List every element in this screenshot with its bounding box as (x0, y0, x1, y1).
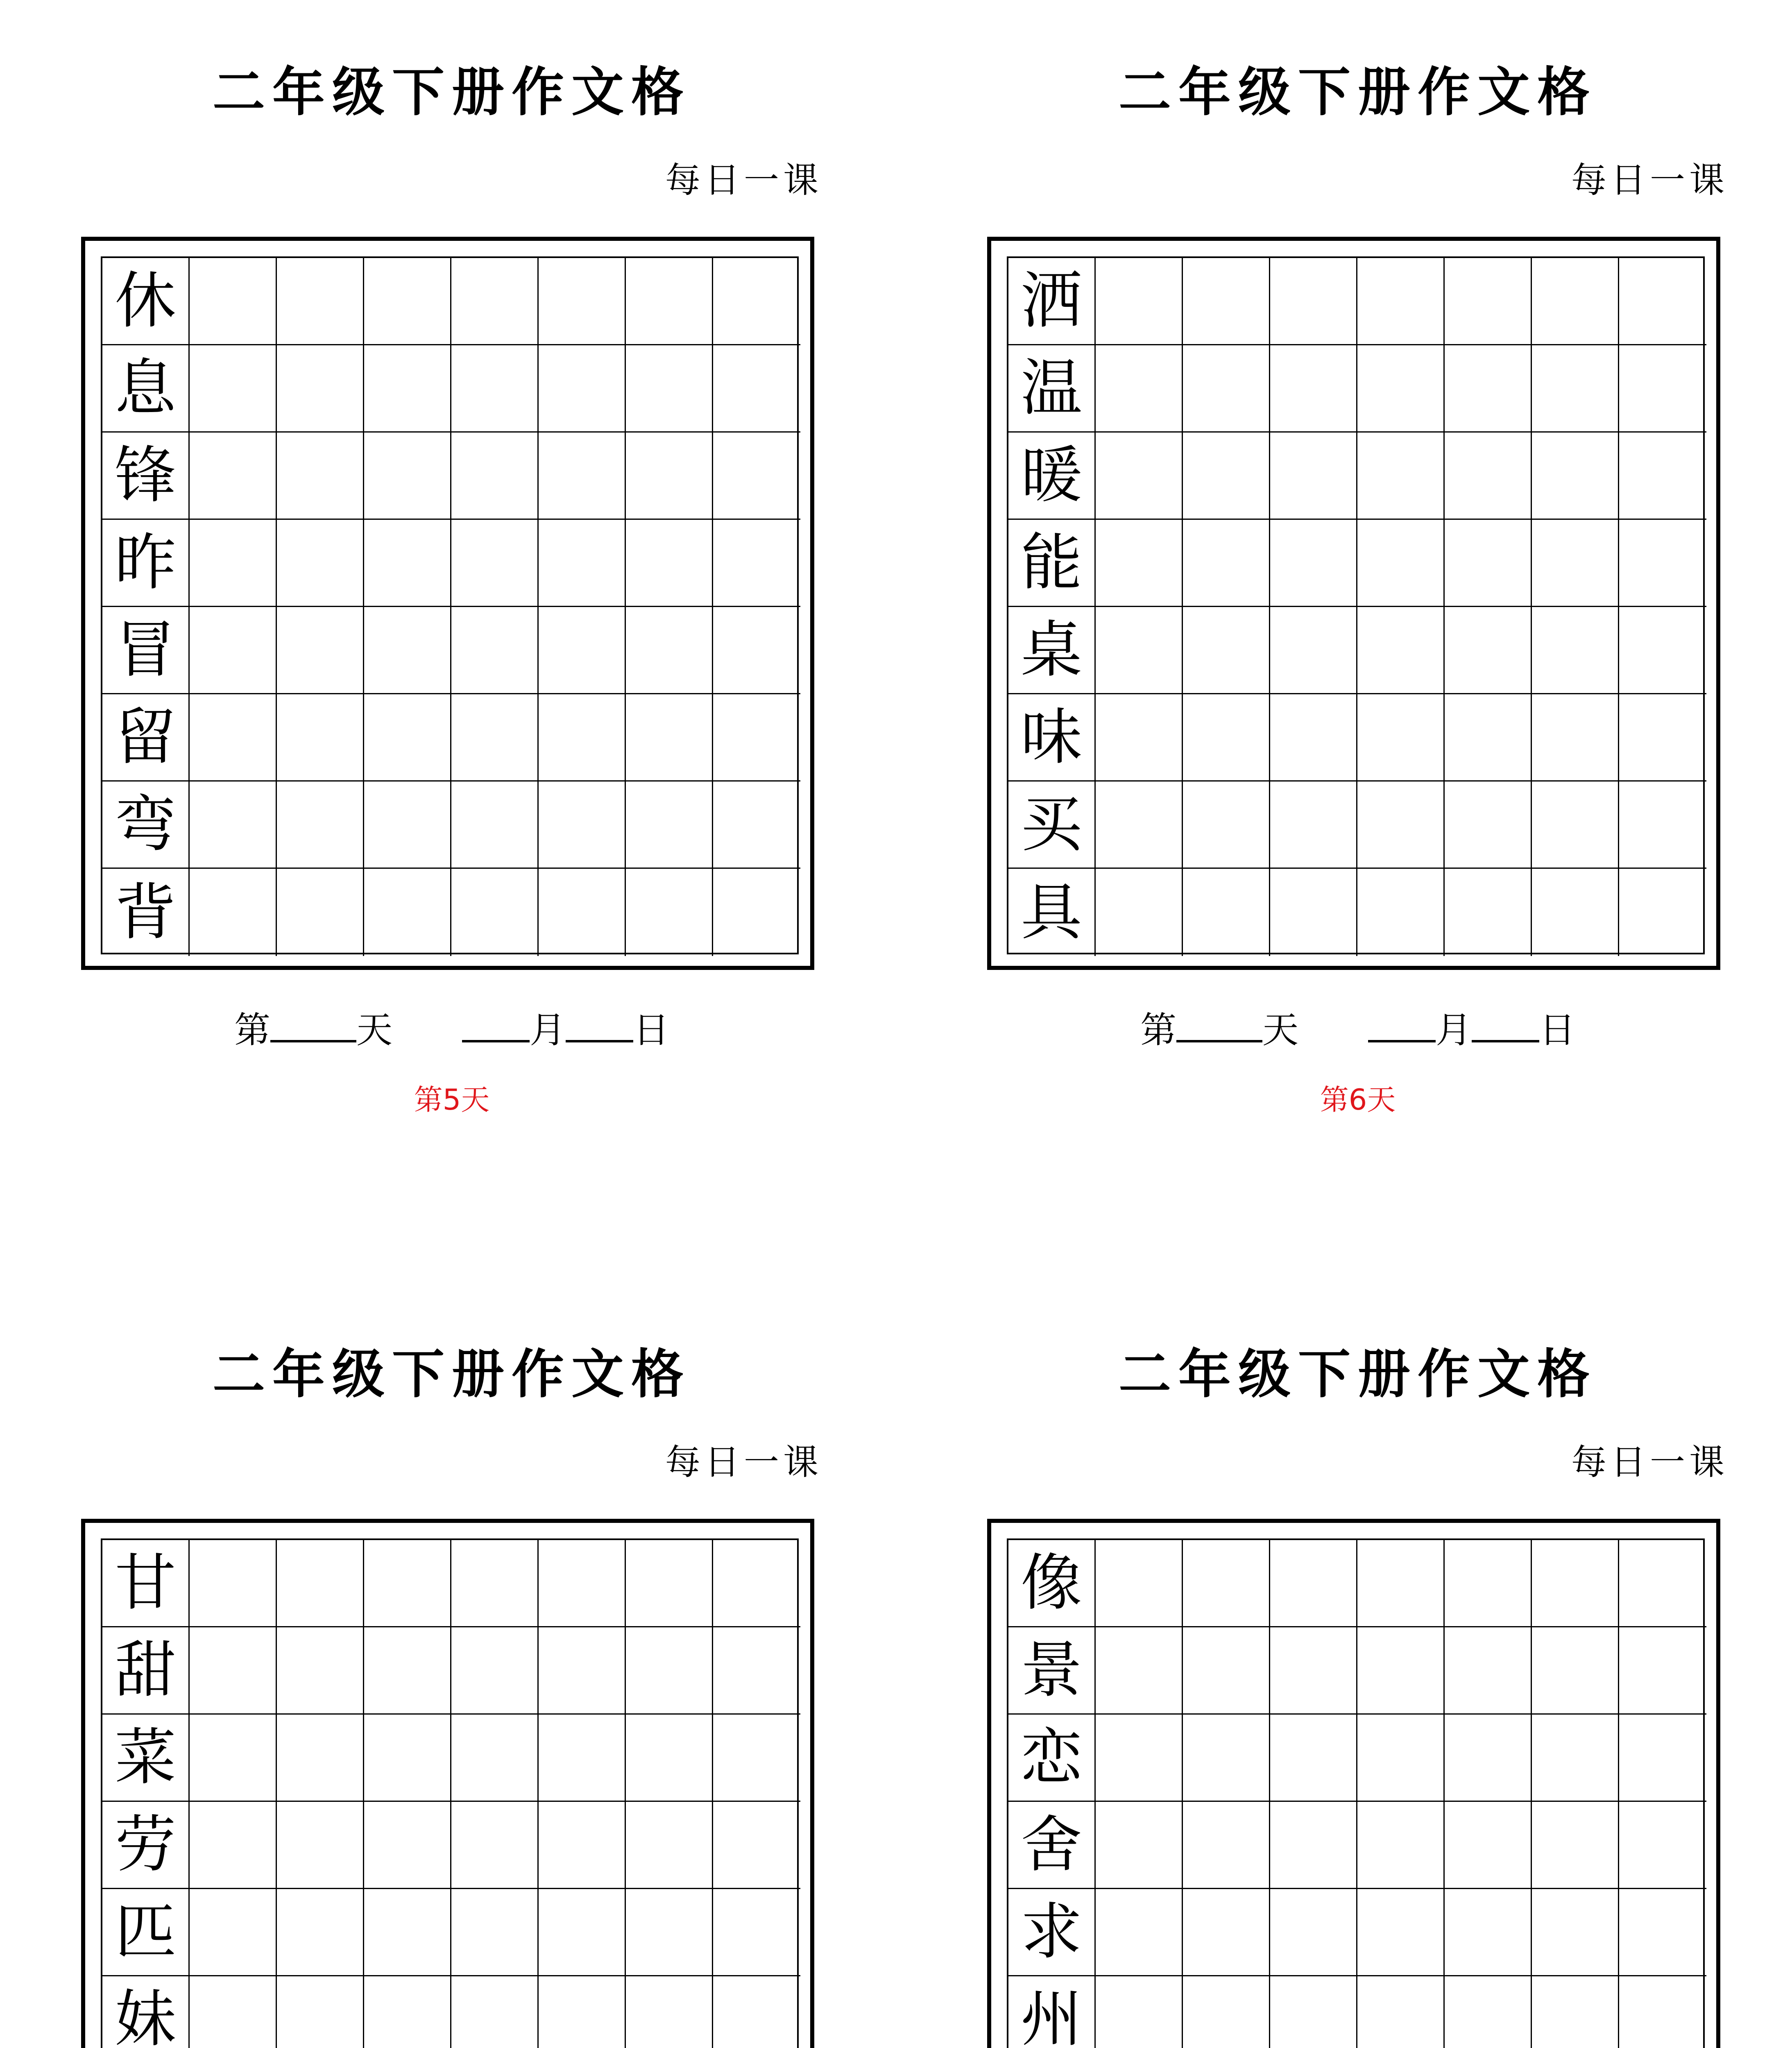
grid-cell-character: 背 (102, 869, 190, 956)
grid-cell-character: 匹 (102, 1889, 190, 1976)
grid-cell-blank[interactable] (1183, 694, 1270, 782)
grid-cell-blank[interactable] (1532, 520, 1619, 607)
grid-cell-blank[interactable] (364, 258, 451, 345)
grid-cell-blank[interactable] (1357, 607, 1445, 694)
grid-cell-character: 具 (1008, 869, 1096, 956)
grid-cell-blank[interactable] (1096, 433, 1183, 520)
grid-cell-blank[interactable] (364, 1802, 451, 1889)
grid-cell-blank[interactable] (1357, 433, 1445, 520)
date-line (81, 1008, 822, 1053)
grid-cell-character: 州 (1008, 1976, 1096, 2048)
grid-cell-blank[interactable] (277, 520, 364, 607)
grid-cell-blank[interactable] (1445, 1627, 1532, 1715)
grid-cell-character: 菜 (102, 1715, 190, 1802)
grid-cell-blank[interactable] (713, 607, 800, 694)
grid-cell-blank[interactable] (539, 1976, 626, 2048)
grid-cell-character: 甘 (102, 1540, 190, 1627)
grid-cell-blank[interactable] (1357, 1540, 1445, 1627)
grid-cell-blank[interactable] (1183, 345, 1270, 433)
grid-cell-character: 洒 (1008, 258, 1096, 345)
grid-cell-blank[interactable] (713, 520, 800, 607)
grid-cell-blank[interactable] (1183, 1540, 1270, 1627)
writing-grid (101, 256, 799, 954)
writing-grid-frame (81, 237, 814, 970)
writing-grid (1007, 1538, 1705, 2048)
date-yue: 月 (1436, 1009, 1472, 1051)
date-yue: 月 (530, 1009, 566, 1051)
writing-grid-frame (81, 1519, 814, 2048)
grid-cell-blank[interactable] (451, 1715, 539, 1802)
grid-cell-blank[interactable] (190, 345, 277, 433)
date-di: 第 (1140, 1009, 1176, 1051)
grid-cell-blank[interactable] (190, 1889, 277, 1976)
grid-cell-character: 恋 (1008, 1715, 1096, 1802)
grid-cell-blank[interactable] (1096, 258, 1183, 345)
grid-cell-character: 舍 (1008, 1802, 1096, 1889)
grid-cell-blank[interactable] (539, 694, 626, 782)
grid-cell-blank[interactable] (1270, 694, 1357, 782)
grid-cell-blank[interactable] (1619, 258, 1706, 345)
grid-cell-blank[interactable] (1619, 1889, 1706, 1976)
grid-cell-blank[interactable] (539, 1627, 626, 1715)
date-tian: 天 (1262, 1009, 1298, 1051)
grid-cell-blank[interactable] (1445, 1715, 1532, 1802)
grid-cell-blank[interactable] (1619, 1540, 1706, 1627)
grid-cell-blank[interactable] (1445, 607, 1532, 694)
grid-cell-blank[interactable] (713, 869, 800, 956)
grid-cell-blank[interactable] (451, 433, 539, 520)
grid-cell-character: 妹 (102, 1976, 190, 2048)
grid-cell-blank[interactable] (451, 782, 539, 869)
grid-cell-blank[interactable] (277, 1889, 364, 1976)
grid-cell-blank[interactable] (1270, 345, 1357, 433)
writing-grid-frame (987, 1519, 1720, 2048)
grid-cell-blank[interactable] (1445, 1802, 1532, 1889)
sheet-subtitle: 每日一课 (665, 160, 822, 201)
grid-cell-blank[interactable] (1270, 1627, 1357, 1715)
grid-cell-character: 景 (1008, 1627, 1096, 1715)
grid-cell-blank[interactable] (1445, 345, 1532, 433)
grid-cell-character: 锋 (102, 433, 190, 520)
grid-cell-blank[interactable] (1357, 1627, 1445, 1715)
grid-cell-blank[interactable] (190, 258, 277, 345)
day-label: 第5天 (414, 1083, 490, 1117)
grid-cell-blank[interactable] (1619, 607, 1706, 694)
grid-cell-blank[interactable] (1096, 1889, 1183, 1976)
grid-cell-character: 像 (1008, 1540, 1096, 1627)
grid-cell-blank[interactable] (1532, 258, 1619, 345)
grid-cell-character: 桌 (1008, 607, 1096, 694)
grid-cell-blank[interactable] (1445, 433, 1532, 520)
grid-cell-blank[interactable] (539, 1715, 626, 1802)
grid-cell-blank[interactable] (1532, 1540, 1619, 1627)
writing-grid (1007, 256, 1705, 954)
grid-cell-blank[interactable] (451, 520, 539, 607)
grid-cell-blank[interactable] (626, 1976, 713, 2048)
grid-cell-blank[interactable] (626, 782, 713, 869)
grid-cell-blank[interactable] (539, 258, 626, 345)
grid-cell-blank[interactable] (539, 607, 626, 694)
grid-cell-blank[interactable] (713, 345, 800, 433)
grid-cell-blank[interactable] (1445, 1976, 1532, 2048)
grid-cell-blank[interactable] (1096, 869, 1183, 956)
writing-grid (101, 1538, 799, 2048)
grid-cell-blank[interactable] (1532, 694, 1619, 782)
grid-cell-blank[interactable] (626, 607, 713, 694)
grid-cell-blank[interactable] (190, 694, 277, 782)
grid-cell-blank[interactable] (539, 345, 626, 433)
grid-cell-blank[interactable] (1183, 1802, 1270, 1889)
grid-cell-blank[interactable] (190, 1976, 277, 2048)
grid-cell-blank[interactable] (1270, 520, 1357, 607)
grid-cell-blank[interactable] (626, 1540, 713, 1627)
grid-cell-blank[interactable] (1532, 433, 1619, 520)
grid-cell-blank[interactable] (1270, 1889, 1357, 1976)
grid-cell-blank[interactable] (1096, 345, 1183, 433)
grid-cell-blank[interactable] (1532, 1627, 1619, 1715)
grid-cell-blank[interactable] (1532, 1889, 1619, 1976)
grid-cell-blank[interactable] (277, 1976, 364, 2048)
grid-cell-blank[interactable] (1445, 694, 1532, 782)
grid-cell-blank[interactable] (277, 607, 364, 694)
grid-cell-blank[interactable] (626, 1627, 713, 1715)
grid-cell-character: 休 (102, 258, 190, 345)
grid-cell-character: 留 (102, 694, 190, 782)
grid-cell-blank[interactable] (277, 782, 364, 869)
grid-cell-blank[interactable] (1619, 520, 1706, 607)
grid-cell-blank[interactable] (364, 869, 451, 956)
grid-cell-blank[interactable] (1532, 1976, 1619, 2048)
grid-cell-blank[interactable] (1619, 345, 1706, 433)
grid-cell-blank[interactable] (1183, 869, 1270, 956)
grid-cell-character: 温 (1008, 345, 1096, 433)
grid-cell-blank[interactable] (364, 694, 451, 782)
date-di: 第 (234, 1009, 270, 1051)
grid-cell-blank[interactable] (451, 869, 539, 956)
grid-cell-blank[interactable] (1270, 1540, 1357, 1627)
grid-cell-blank[interactable] (1096, 1976, 1183, 2048)
grid-cell-character: 暖 (1008, 433, 1096, 520)
sheet-title: 二年级下册作文格 (212, 1343, 691, 1405)
grid-cell-blank[interactable] (451, 1802, 539, 1889)
worksheet-sheet-2 (987, 0, 1729, 1117)
grid-cell-blank[interactable] (713, 782, 800, 869)
grid-cell-blank[interactable] (713, 258, 800, 345)
date-ri: 日 (633, 1009, 670, 1051)
grid-cell-blank[interactable] (1619, 869, 1706, 956)
grid-cell-blank[interactable] (626, 1889, 713, 1976)
grid-cell-blank[interactable] (1096, 607, 1183, 694)
grid-cell-blank[interactable] (1096, 1802, 1183, 1889)
grid-cell-blank[interactable] (1619, 1976, 1706, 2048)
grid-cell-blank[interactable] (277, 433, 364, 520)
grid-cell-character: 求 (1008, 1889, 1096, 1976)
grid-cell-blank[interactable] (190, 607, 277, 694)
grid-cell-blank[interactable] (1183, 1715, 1270, 1802)
grid-cell-blank[interactable] (626, 520, 713, 607)
grid-cell-blank[interactable] (713, 1889, 800, 1976)
day-blank[interactable] (1472, 1011, 1539, 1042)
grid-cell-blank[interactable] (1619, 433, 1706, 520)
grid-cell-blank[interactable] (1270, 1976, 1357, 2048)
grid-cell-blank[interactable] (190, 1802, 277, 1889)
grid-cell-blank[interactable] (1619, 694, 1706, 782)
grid-cell-blank[interactable] (451, 1976, 539, 2048)
grid-cell-blank[interactable] (1445, 258, 1532, 345)
grid-cell-blank[interactable] (1357, 782, 1445, 869)
grid-cell-blank[interactable] (1357, 1802, 1445, 1889)
day-number-blank[interactable] (270, 1011, 356, 1042)
grid-cell-blank[interactable] (364, 345, 451, 433)
month-blank[interactable] (1368, 1011, 1436, 1042)
grid-cell-blank[interactable] (1096, 520, 1183, 607)
grid-cell-blank[interactable] (364, 1889, 451, 1976)
grid-cell-blank[interactable] (626, 1715, 713, 1802)
date-tian: 天 (356, 1009, 392, 1051)
grid-cell-blank[interactable] (539, 869, 626, 956)
grid-cell-blank[interactable] (1183, 258, 1270, 345)
grid-cell-character: 冒 (102, 607, 190, 694)
grid-cell-blank[interactable] (539, 520, 626, 607)
grid-cell-blank[interactable] (626, 869, 713, 956)
grid-cell-blank[interactable] (1183, 520, 1270, 607)
sheet-subtitle: 每日一课 (665, 1442, 822, 1483)
grid-cell-blank[interactable] (626, 433, 713, 520)
grid-cell-blank[interactable] (1357, 258, 1445, 345)
date-line (987, 1008, 1729, 1053)
grid-cell-blank[interactable] (713, 433, 800, 520)
grid-cell-blank[interactable] (451, 345, 539, 433)
grid-cell-blank[interactable] (1096, 782, 1183, 869)
grid-cell-blank[interactable] (1357, 1889, 1445, 1976)
sheet-title: 二年级下册作文格 (212, 61, 691, 123)
grid-cell-blank[interactable] (364, 1976, 451, 2048)
grid-cell-blank[interactable] (277, 694, 364, 782)
grid-cell-character: 味 (1008, 694, 1096, 782)
date-ri: 日 (1539, 1009, 1576, 1051)
grid-cell-blank[interactable] (713, 694, 800, 782)
grid-cell-blank[interactable] (1183, 1976, 1270, 2048)
grid-cell-blank[interactable] (190, 520, 277, 607)
writing-grid-frame (987, 237, 1720, 970)
grid-cell-blank[interactable] (1619, 1715, 1706, 1802)
grid-cell-blank[interactable] (1270, 1802, 1357, 1889)
sheet-title: 二年级下册作文格 (1118, 1343, 1597, 1405)
grid-cell-character: 弯 (102, 782, 190, 869)
grid-cell-blank[interactable] (277, 1627, 364, 1715)
grid-cell-blank[interactable] (451, 1889, 539, 1976)
grid-cell-blank[interactable] (364, 433, 451, 520)
grid-cell-blank[interactable] (451, 1540, 539, 1627)
grid-cell-blank[interactable] (364, 1627, 451, 1715)
grid-cell-blank[interactable] (1357, 1715, 1445, 1802)
grid-cell-blank[interactable] (1445, 1540, 1532, 1627)
sheet-title: 二年级下册作文格 (1118, 61, 1597, 123)
grid-cell-blank[interactable] (190, 1540, 277, 1627)
worksheet-sheet-3 (81, 1282, 822, 2048)
grid-cell-blank[interactable] (1532, 607, 1619, 694)
day-blank[interactable] (566, 1011, 633, 1042)
grid-cell-blank[interactable] (277, 345, 364, 433)
grid-cell-blank[interactable] (190, 1715, 277, 1802)
grid-cell-blank[interactable] (190, 869, 277, 956)
grid-cell-blank[interactable] (1270, 607, 1357, 694)
grid-cell-blank[interactable] (1532, 869, 1619, 956)
grid-cell-blank[interactable] (277, 1540, 364, 1627)
grid-cell-blank[interactable] (1183, 1889, 1270, 1976)
grid-cell-blank[interactable] (713, 1802, 800, 1889)
grid-cell-blank[interactable] (1183, 1627, 1270, 1715)
grid-cell-blank[interactable] (190, 433, 277, 520)
grid-cell-blank[interactable] (1096, 694, 1183, 782)
grid-cell-blank[interactable] (1096, 1540, 1183, 1627)
grid-cell-blank[interactable] (713, 1627, 800, 1715)
grid-cell-blank[interactable] (364, 1540, 451, 1627)
grid-cell-blank[interactable] (1270, 869, 1357, 956)
grid-cell-character: 买 (1008, 782, 1096, 869)
grid-cell-blank[interactable] (1445, 1889, 1532, 1976)
grid-cell-blank[interactable] (277, 1715, 364, 1802)
grid-cell-blank[interactable] (539, 1540, 626, 1627)
grid-cell-blank[interactable] (1619, 782, 1706, 869)
grid-cell-blank[interactable] (364, 782, 451, 869)
grid-cell-blank[interactable] (713, 1715, 800, 1802)
day-number-blank[interactable] (1176, 1011, 1262, 1042)
grid-cell-blank[interactable] (1270, 782, 1357, 869)
grid-cell-blank[interactable] (1357, 869, 1445, 956)
grid-cell-blank[interactable] (1445, 869, 1532, 956)
worksheet-sheet-1 (81, 0, 822, 1117)
grid-cell-blank[interactable] (364, 520, 451, 607)
grid-cell-blank[interactable] (451, 694, 539, 782)
grid-cell-blank[interactable] (1183, 433, 1270, 520)
grid-cell-blank[interactable] (364, 1715, 451, 1802)
grid-cell-blank[interactable] (1357, 345, 1445, 433)
grid-cell-blank[interactable] (1270, 1715, 1357, 1802)
grid-cell-blank[interactable] (1532, 1715, 1619, 1802)
grid-cell-blank[interactable] (1357, 694, 1445, 782)
sheet-subtitle: 每日一课 (1571, 1442, 1729, 1483)
grid-cell-character: 劳 (102, 1802, 190, 1889)
grid-cell-blank[interactable] (277, 869, 364, 956)
grid-cell-blank[interactable] (190, 1627, 277, 1715)
grid-cell-character: 息 (102, 345, 190, 433)
grid-cell-blank[interactable] (1619, 1802, 1706, 1889)
grid-cell-blank[interactable] (1183, 782, 1270, 869)
grid-cell-blank[interactable] (451, 1627, 539, 1715)
grid-cell-blank[interactable] (1619, 1627, 1706, 1715)
grid-cell-blank[interactable] (1357, 1976, 1445, 2048)
grid-cell-character: 昨 (102, 520, 190, 607)
grid-cell-blank[interactable] (1532, 345, 1619, 433)
grid-cell-blank[interactable] (364, 607, 451, 694)
grid-cell-blank[interactable] (626, 258, 713, 345)
grid-cell-blank[interactable] (626, 345, 713, 433)
grid-cell-blank[interactable] (1096, 1715, 1183, 1802)
grid-cell-blank[interactable] (539, 1802, 626, 1889)
grid-cell-blank[interactable] (539, 1889, 626, 1976)
grid-cell-blank[interactable] (713, 1540, 800, 1627)
grid-cell-blank[interactable] (1270, 433, 1357, 520)
sheet-subtitle: 每日一课 (1571, 160, 1729, 201)
grid-cell-blank[interactable] (1183, 607, 1270, 694)
grid-cell-blank[interactable] (277, 1802, 364, 1889)
grid-cell-blank[interactable] (539, 433, 626, 520)
grid-cell-blank[interactable] (1445, 520, 1532, 607)
grid-cell-blank[interactable] (1270, 258, 1357, 345)
grid-cell-blank[interactable] (1096, 1627, 1183, 1715)
day-label: 第6天 (1320, 1083, 1396, 1117)
grid-cell-blank[interactable] (626, 1802, 713, 1889)
grid-cell-blank[interactable] (277, 258, 364, 345)
grid-cell-blank[interactable] (626, 694, 713, 782)
month-blank[interactable] (462, 1011, 530, 1042)
grid-cell-character: 能 (1008, 520, 1096, 607)
grid-cell-blank[interactable] (1532, 1802, 1619, 1889)
grid-cell-blank[interactable] (1445, 782, 1532, 869)
grid-cell-blank[interactable] (451, 258, 539, 345)
worksheet-sheet-4 (987, 1282, 1729, 2048)
grid-cell-blank[interactable] (713, 1976, 800, 2048)
grid-cell-character: 甜 (102, 1627, 190, 1715)
grid-cell-blank[interactable] (1532, 782, 1619, 869)
grid-cell-blank[interactable] (190, 782, 277, 869)
grid-cell-blank[interactable] (1357, 520, 1445, 607)
grid-cell-blank[interactable] (451, 607, 539, 694)
grid-cell-blank[interactable] (539, 782, 626, 869)
